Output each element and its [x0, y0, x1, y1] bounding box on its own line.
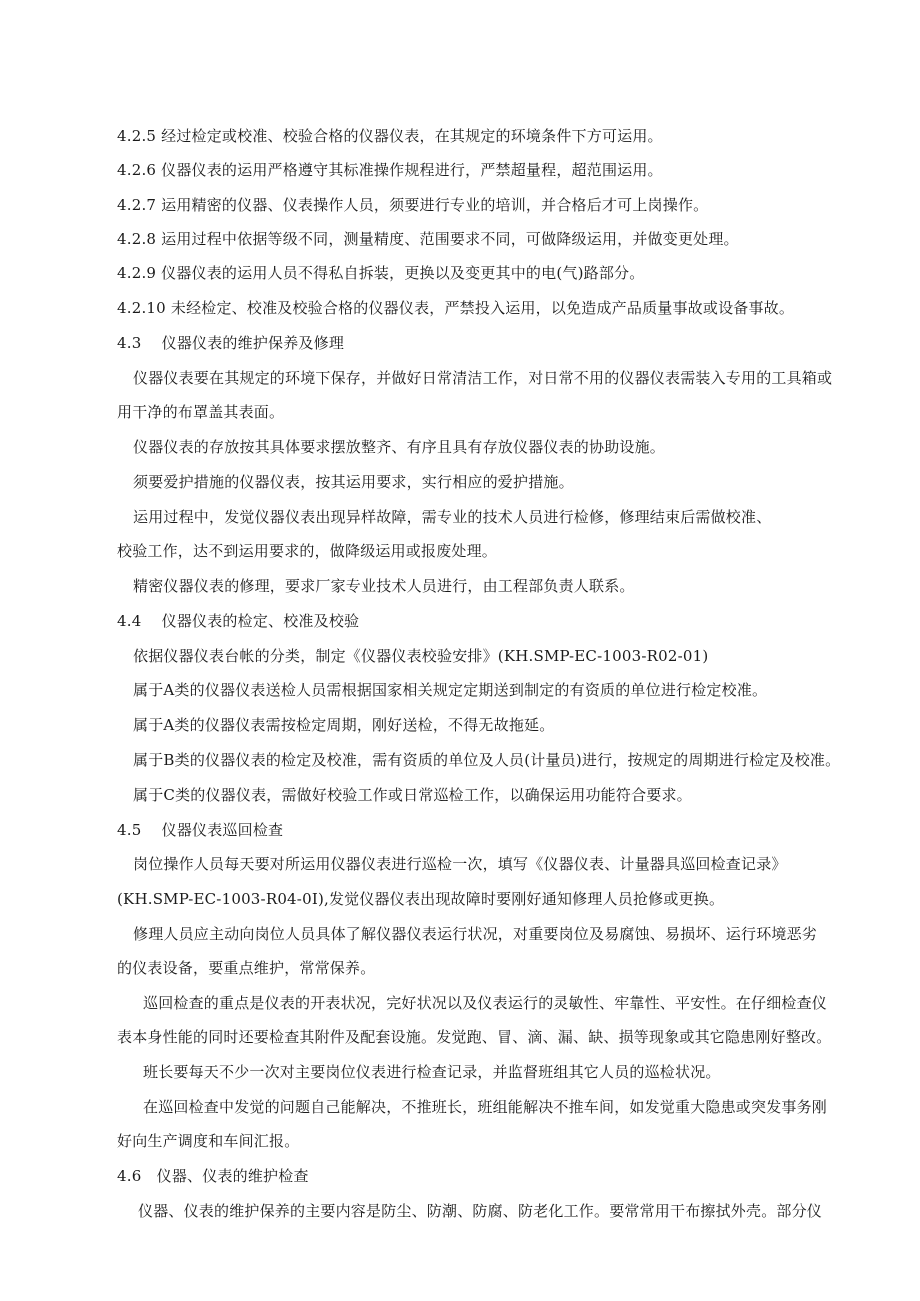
- paragraph-line: 属于C类的仪器仪表，需做好校验工作或日常巡检工作，以确保运用功能符合要求。: [133, 786, 692, 804]
- paragraph-line: 的仪表设备，要重点维护，常常保养。: [117, 959, 376, 977]
- clause-4-2-7: 4.2.7 运用精密的仪器、仪表操作人员，须要进行专业的培训，并合格后才可上岗操作。: [117, 196, 709, 214]
- section-heading-4-4: 4.4 仪器仪表的检定、校准及校验: [117, 612, 360, 630]
- paragraph-line: 表本身性能的同时还要检查其附件及配套设施。发觉跑、冒、滴、漏、缺、损等现象或其它隐患刚好整改。: [117, 1028, 832, 1046]
- clause-4-2-6: 4.2.6 仪器仪表的运用严格遵守其标准操作规程进行，严禁超量程，超范围运用。: [117, 161, 663, 179]
- paragraph-line: 属于B类的仪器仪表的检定及校准，需有资质的单位及人员(计量员)进行，按规定的周期进行检定及校准。: [133, 751, 841, 769]
- clause-4-2-9: 4.2.9 仪器仪表的运用人员不得私自拆装，更换以及变更其中的电(气)路部分。: [117, 264, 645, 282]
- section-heading-4-6: 4.6 仪器、仪表的维护检查: [117, 1167, 309, 1185]
- paragraph-line: 在巡回检查中发觉的问题自己能解决，不推班长，班组能解决不推车间，如发觉重大隐患或突发事务刚: [143, 1098, 828, 1116]
- paragraph-line: (KH.SMP-EC-1003-R04-0I),发觉仪器仪表出现故障时要刚好通知修理人员抢修或更换。: [117, 890, 725, 908]
- paragraph-line: 属于A类的仪器仪表送检人员需根据国家相关规定定期送到制定的有资质的单位进行检定校准。: [133, 681, 768, 699]
- section-heading-4-3: 4.3 仪器仪表的维护保养及修理: [117, 334, 345, 352]
- paragraph-line: 用干净的布罩盖其表面。: [117, 403, 285, 421]
- clause-4-2-10: 4.2.10 未经检定、校准及校验合格的仪器仪表，严禁投入运用，以免造成产品质量事故或设备事故。: [117, 299, 795, 317]
- clause-4-2-5: 4.2.5 经过检定或校准、校验合格的仪器仪表，在其规定的环境条件下方可运用。: [117, 127, 663, 145]
- paragraph-line: 属于A类的仪器仪表需按检定周期，刚好送检，不得无故拖延。: [133, 716, 555, 734]
- paragraph-line: 班长要每天不少一次对主要岗位仪表进行检查记录，并监督班组其它人员的巡检状况。: [143, 1063, 721, 1081]
- paragraph-line: 依据仪器仪表台帐的分类，制定《仪器仪表校验安排》(KH.SMP-EC-1003-R02-01): [133, 647, 709, 665]
- paragraph-line: 运用过程中，发觉仪器仪表出现异样故障，需专业的技术人员进行检修，修理结束后需做校准、: [133, 508, 772, 526]
- paragraph-line: 仪器仪表的存放按其具体要求摆放整齐、有序且具有存放仪器仪表的协助设施。: [133, 438, 666, 456]
- paragraph-line: 仪器仪表要在其规定的环境下保存，并做好日常清洁工作，对日常不用的仪器仪表需装入专用的工具箱或: [133, 369, 833, 387]
- paragraph-line: 精密仪器仪表的修理，要求厂家专业技术人员进行，由工程部负责人联系。: [133, 577, 635, 595]
- paragraph-line: 巡回检查的重点是仪表的开表状况，完好状况以及仪表运行的灵敏性、牢靠性、平安性。在仔细检查仪: [143, 994, 828, 1012]
- paragraph-line: 岗位操作人员每天要对所运用仪器仪表进行巡检一次，填写《仪器仪表、计量器具巡回检查记录》: [133, 855, 787, 873]
- paragraph-line: 仪器、仪表的维护保养的主要内容是防尘、防潮、防腐、防老化工作。要常常用干布擦拭外壳。部分仪: [138, 1202, 823, 1220]
- paragraph-line: 校验工作，达不到运用要求的，做降级运用或报废处理。: [117, 542, 498, 560]
- paragraph-line: 修理人员应主动向岗位人员具体了解仪器仪表运行状况，对重要岗位及易腐蚀、易损坏、运行环境恶劣: [133, 925, 818, 943]
- paragraph-line: 须要爱护措施的仪器仪表，按其运用要求，实行相应的爱护措施。: [133, 473, 574, 491]
- clause-4-2-8: 4.2.8 运用过程中依据等级不同，测量精度、范围要求不同，可做降级运用，并做变更处理。: [117, 230, 739, 248]
- section-heading-4-5: 4.5 仪器仪表巡回检查: [117, 821, 284, 839]
- paragraph-line: 好向生产调度和车间汇报。: [117, 1132, 300, 1150]
